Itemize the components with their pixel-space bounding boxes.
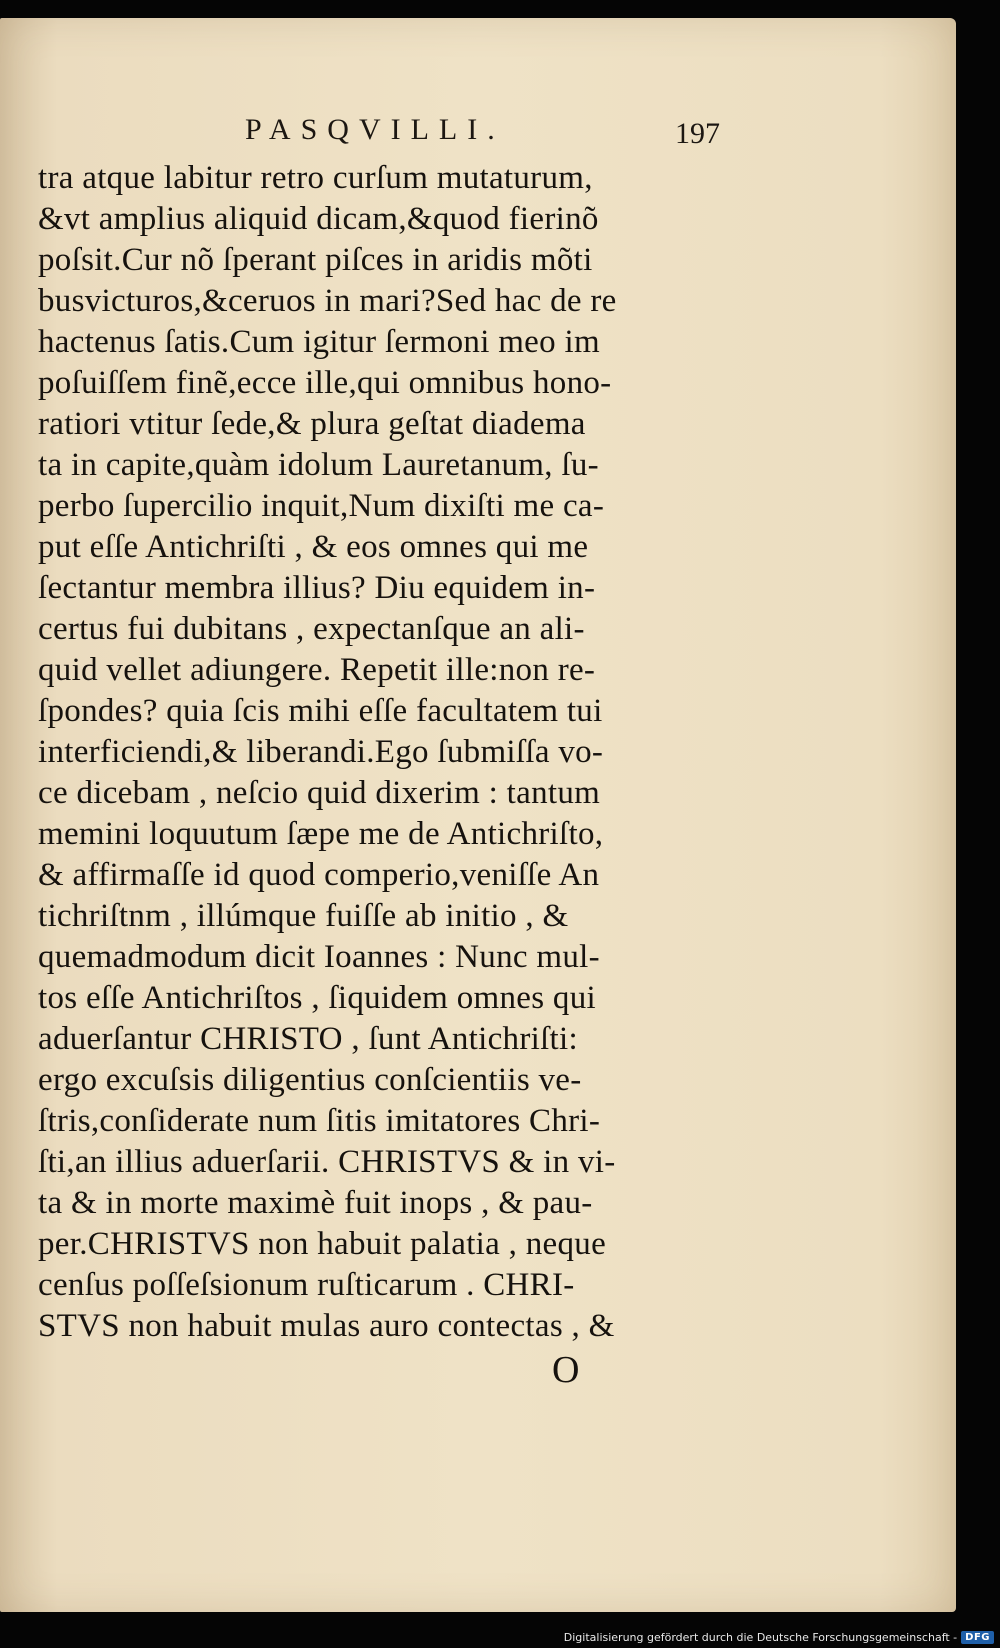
text-line: quid vellet adiungere. Repetit ille:non re- bbox=[38, 652, 596, 688]
digitization-footer bbox=[564, 1631, 994, 1644]
text-line: poſsit.Cur nõ ſperant piſces in aridis mõti bbox=[38, 242, 593, 278]
text-line: ratiori vtitur ſede,& plura geſtat diadema bbox=[38, 406, 586, 442]
dfg-logo: DFG bbox=[961, 1631, 994, 1644]
text-line: put eſſe Antichriſti , & eos omnes qui me bbox=[38, 529, 589, 565]
text-line: per.CHRISTVS non habuit palatia , neque bbox=[38, 1226, 607, 1262]
text-line: &vt amplius aliquid dicam,&quod fierinõ bbox=[38, 201, 599, 237]
text-line: quemadmodum dicit Ioannes : Nunc mul- bbox=[38, 939, 600, 975]
text-line: ſtris,conſiderate num ſitis imitatores Chri- bbox=[38, 1103, 601, 1139]
text-line: cenſus poſſeſsionum ruſticarum . CHRI- bbox=[38, 1267, 575, 1303]
text-line: ta & in morte maximè fuit inops , & pau- bbox=[38, 1185, 593, 1221]
body-text bbox=[38, 158, 728, 1347]
signature-mark: O bbox=[552, 1349, 580, 1391]
text-line: tra atque labitur retro curſum mutaturum, bbox=[38, 160, 593, 196]
text-line: memini loquutum ſæpe me de Antichriſto, bbox=[38, 816, 604, 852]
text-line: ta in capite,quàm idolum Lauretanum, ſu- bbox=[38, 447, 599, 483]
running-head: PASQVILLI. bbox=[245, 113, 505, 146]
text-line: & affirmaſſe id quod comperio,veniſſe An bbox=[38, 857, 600, 893]
text-line: tos eſſe Antichriſtos , ſiquidem omnes qui bbox=[38, 980, 596, 1016]
text-line: aduerſantur CHRISTO , ſunt Antichriſti: bbox=[38, 1021, 578, 1057]
text-line: ce dicebam , neſcio quid dixerim : tantum bbox=[38, 775, 601, 811]
footer-credit: Digitalisierung gefördert durch die Deutsche Forschungsgemeinschaft - bbox=[563, 1631, 958, 1644]
book-page bbox=[0, 18, 956, 1612]
text-line: ſti,an illius aduerſarii. CHRISTVS & in vi- bbox=[38, 1144, 616, 1180]
text-line: hactenus ſatis.Cum igitur ſermoni meo im bbox=[38, 324, 600, 360]
text-line: ſpondes? quia ſcis mihi eſſe facultatem tui bbox=[38, 693, 603, 729]
text-line: perbo ſupercilio inquit,Num dixiſti me ca- bbox=[38, 488, 605, 524]
text-line: certus fui dubitans , expectanſque an ali- bbox=[38, 611, 585, 647]
text-line: interficiendi,& liberandi.Ego ſubmiſſa vo- bbox=[38, 734, 604, 770]
text-line: busvicturos,&ceruos in mari?Sed hac de re bbox=[38, 283, 617, 319]
text-line: STVS non habuit mulas auro contectas , & bbox=[38, 1308, 615, 1344]
text-line: ergo excuſsis diligentius conſcientiis ve- bbox=[38, 1062, 582, 1098]
text-line: poſuiſſem finẽ,ecce ille,qui omnibus hono- bbox=[38, 365, 612, 401]
page-header bbox=[0, 113, 956, 153]
text-line: tichriſtnm , illúmque fuiſſe ab initio , & bbox=[38, 898, 569, 934]
text-line: ſectantur membra illius? Diu equidem in- bbox=[38, 570, 596, 606]
page-number: 197 bbox=[675, 117, 720, 150]
